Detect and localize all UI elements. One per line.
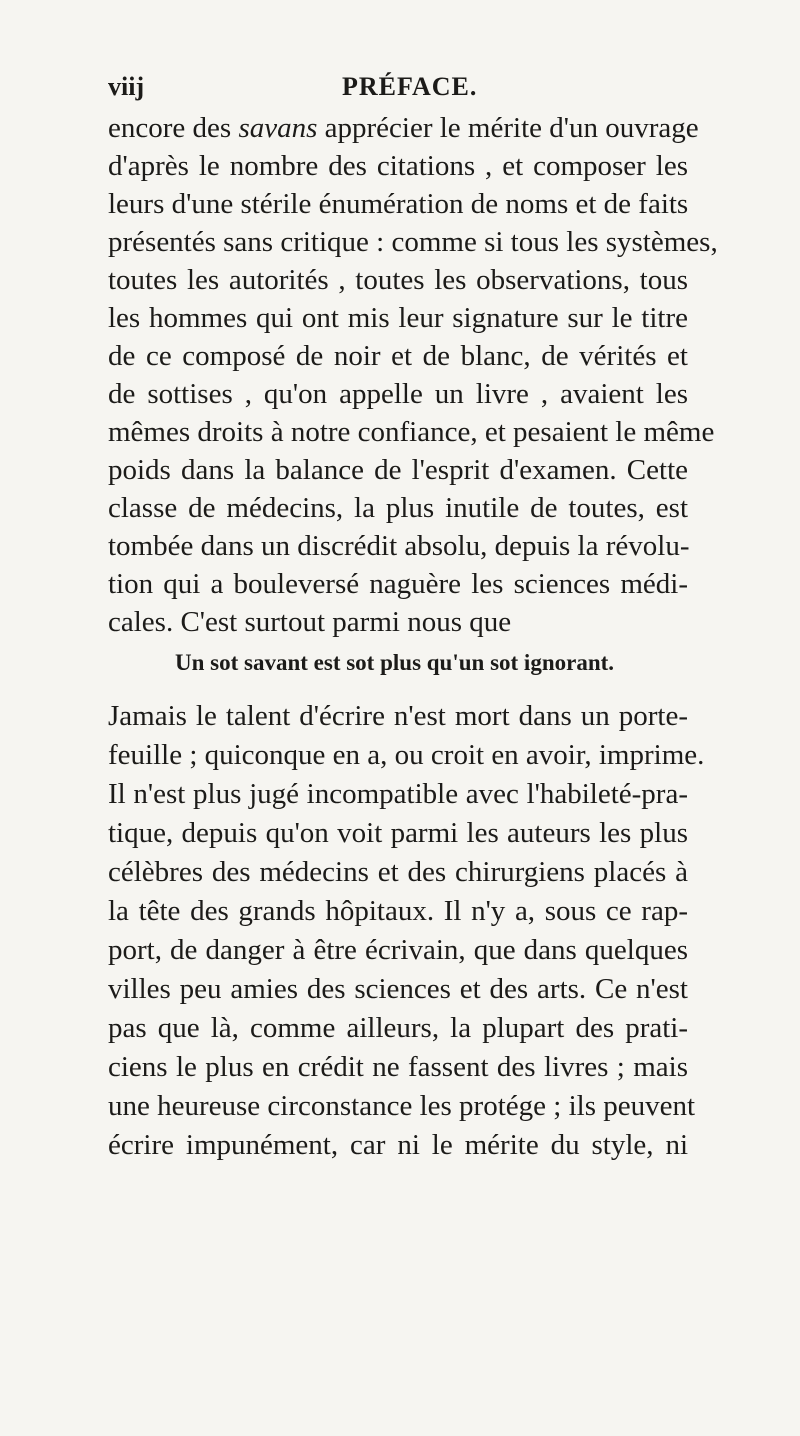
text-line: mêmes droits à notre confiance, et pesaient le même <box>108 416 715 448</box>
text-line: encore des savans apprécier le mérite d'un ouvrage <box>108 112 699 144</box>
text-line: tion qui a bouleversé naguère les sciences médi- <box>108 568 688 600</box>
text-line: pas que là, comme ailleurs, la plupart des prati- <box>108 1012 688 1044</box>
text-line: poids dans la balance de l'esprit d'examen. Cette <box>108 454 688 486</box>
text-line: une heureuse circonstance les protége ; ils peuvent <box>108 1090 696 1122</box>
running-head <box>108 72 708 106</box>
text-line: feuille ; quiconque en a, ou croit en avoir, imprime. <box>108 739 705 771</box>
text-line: cales. C'est surtout parmi nous que <box>108 606 512 638</box>
text-line: tombée dans un discrédit absolu, depuis la révolu- <box>108 530 690 562</box>
text-line: ciens le plus en crédit ne fassent des livres ; mais <box>108 1051 688 1083</box>
text-line: classe de médecins, la plus inutile de toutes, est <box>108 492 688 524</box>
text-line: villes peu amies des sciences et des arts. Ce n'est <box>108 973 688 1005</box>
running-title: PRÉFACE. <box>342 72 478 101</box>
text-line: célèbres des médecins et des chirurgiens placés à <box>108 856 688 888</box>
page-number: viij <box>108 72 145 101</box>
text-line: de sottises , qu'on appelle un livre , avaient les <box>108 378 688 410</box>
quotation: Un sot savant est sot plus qu'un sot ignorant. <box>175 650 615 675</box>
text-line: port, de danger à être écrivain, que dans quelques <box>108 934 688 966</box>
text-line: de ce composé de noir et de blanc, de vérités et <box>108 340 688 372</box>
text-line: toutes les autorités , toutes les observations, tous <box>108 264 688 296</box>
text-line: présentés sans critique : comme si tous les systèmes, <box>108 226 718 258</box>
italic-word: savans <box>238 112 318 144</box>
text-line: tique, depuis qu'on voit parmi les auteurs les plus <box>108 817 688 849</box>
text-line: d'après le nombre des citations , et composer les <box>108 150 688 182</box>
text-line: Il n'est plus jugé incompatible avec l'habileté-pra- <box>108 778 688 810</box>
text-line: la tête des grands hôpitaux. Il n'y a, sous ce rap- <box>108 895 688 927</box>
text-line: écrire impunément, car ni le mérite du style, ni <box>108 1129 688 1161</box>
text-line: Jamais le talent d'écrire n'est mort dans un porte- <box>108 700 688 732</box>
text-line: leurs d'une stérile énumération de noms et de faits <box>108 188 689 220</box>
text-line: les hommes qui ont mis leur signature sur le titre <box>108 302 688 334</box>
